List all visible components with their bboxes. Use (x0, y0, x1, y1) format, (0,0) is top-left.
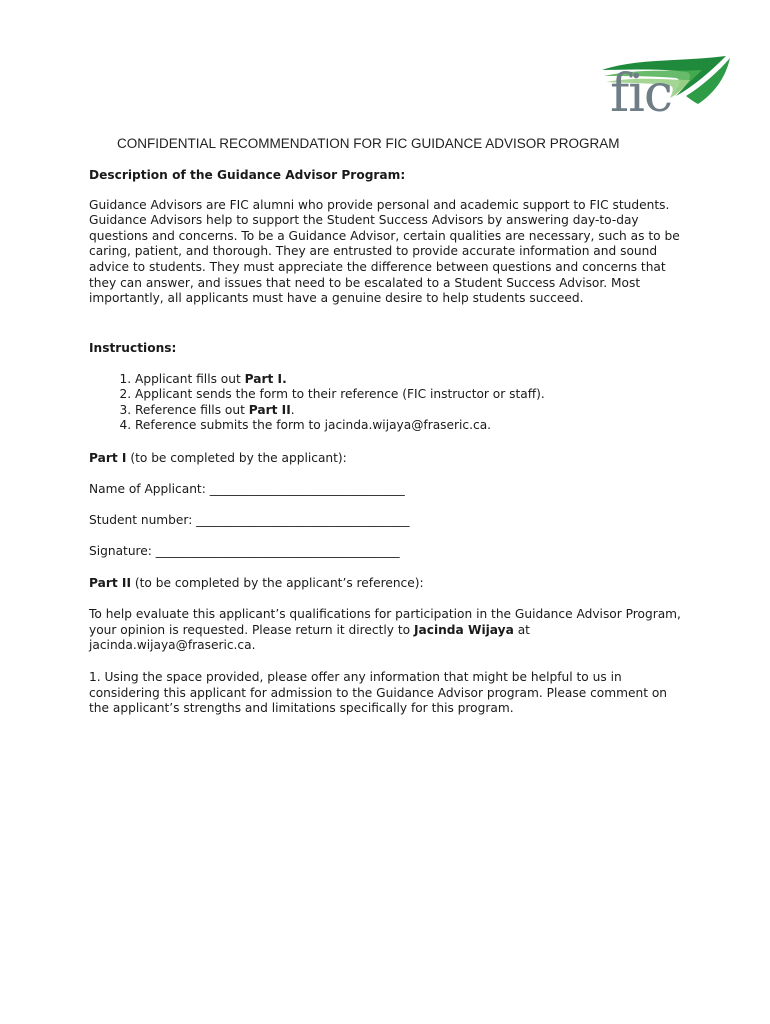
list-item: 2. Applicant sends the form to their reference (FIC instructor or staff). (135, 387, 689, 403)
student-number-line[interactable]: ___________________________________ (196, 513, 410, 527)
student-number-label: Student number: (89, 513, 197, 527)
part1-heading (89, 451, 689, 467)
logo-text: fic (610, 64, 672, 124)
instructions-section (89, 341, 689, 434)
signature-field[interactable] (89, 544, 689, 560)
question-1 (89, 670, 689, 717)
description-heading: Description of the Guidance Advisor Program: (89, 168, 406, 182)
instructions-heading: Instructions: (89, 341, 177, 355)
student-number-field[interactable] (89, 513, 689, 529)
reference-contact-name: Jacinda Wijaya (413, 622, 514, 637)
signature-line[interactable]: ________________________________________ (155, 544, 400, 558)
description-section (89, 168, 689, 307)
applicant-name-line[interactable]: ________________________________ (209, 482, 405, 496)
part1-note: (to be completed by the applicant): (126, 451, 347, 465)
part2-intro: To help evaluate this applicant’s qualifications for participation in the Guidance Advisor Program, your opinion is requested. Please return it directly to Jacinda Wijaya at jacinda.wijaya@fraseric.ca. (89, 607, 681, 653)
question-1-text: 1. Using the space provided, please offer any information that might be helpful to us in considering this applicant for admission to the Guidance Advisor program. Please comment on the applicant’s strengths and limitations specifically for this program. (89, 670, 668, 716)
applicant-name-field[interactable] (89, 482, 689, 498)
list-item: 4. Reference submits the form to jacinda.wijaya@fraseric.ca. (135, 418, 689, 434)
applicant-name-label: Name of Applicant: (89, 482, 210, 496)
list-item: 1. Applicant fills out Part I. (135, 372, 689, 388)
description-body: Guidance Advisors are FIC alumni who provide personal and academic support to FIC students. Guidance Advisors help to support the Student Success Advisors by answering day-to-day questions and concerns. To be a Guidance Advisor, certain qualities are necessary, such as to be caring, patient, and thorough. They are entrusted to provide accurate information and sound advice to students. They must appreciate the difference between questions and concerns that they can answer, and issues that need to be escalated to a Student Success Advisor. Most importantly, all applicants must have a genuine desire to help students succeed. (89, 197, 680, 306)
list-item: 3. Reference fills out Part II. (135, 403, 689, 419)
part1-label: Part I (89, 451, 127, 465)
instructions-list (89, 372, 689, 434)
page-title: CONFIDENTIAL RECOMMENDATION FOR FIC GUIDANCE ADVISOR PROGRAM (117, 136, 620, 151)
part2-note: (to be completed by the applicant’s reference): (130, 576, 424, 590)
part2-label: Part II (89, 576, 131, 590)
fic-logo (598, 52, 732, 124)
signature-label: Signature: (89, 544, 156, 558)
part2-heading (89, 576, 689, 592)
